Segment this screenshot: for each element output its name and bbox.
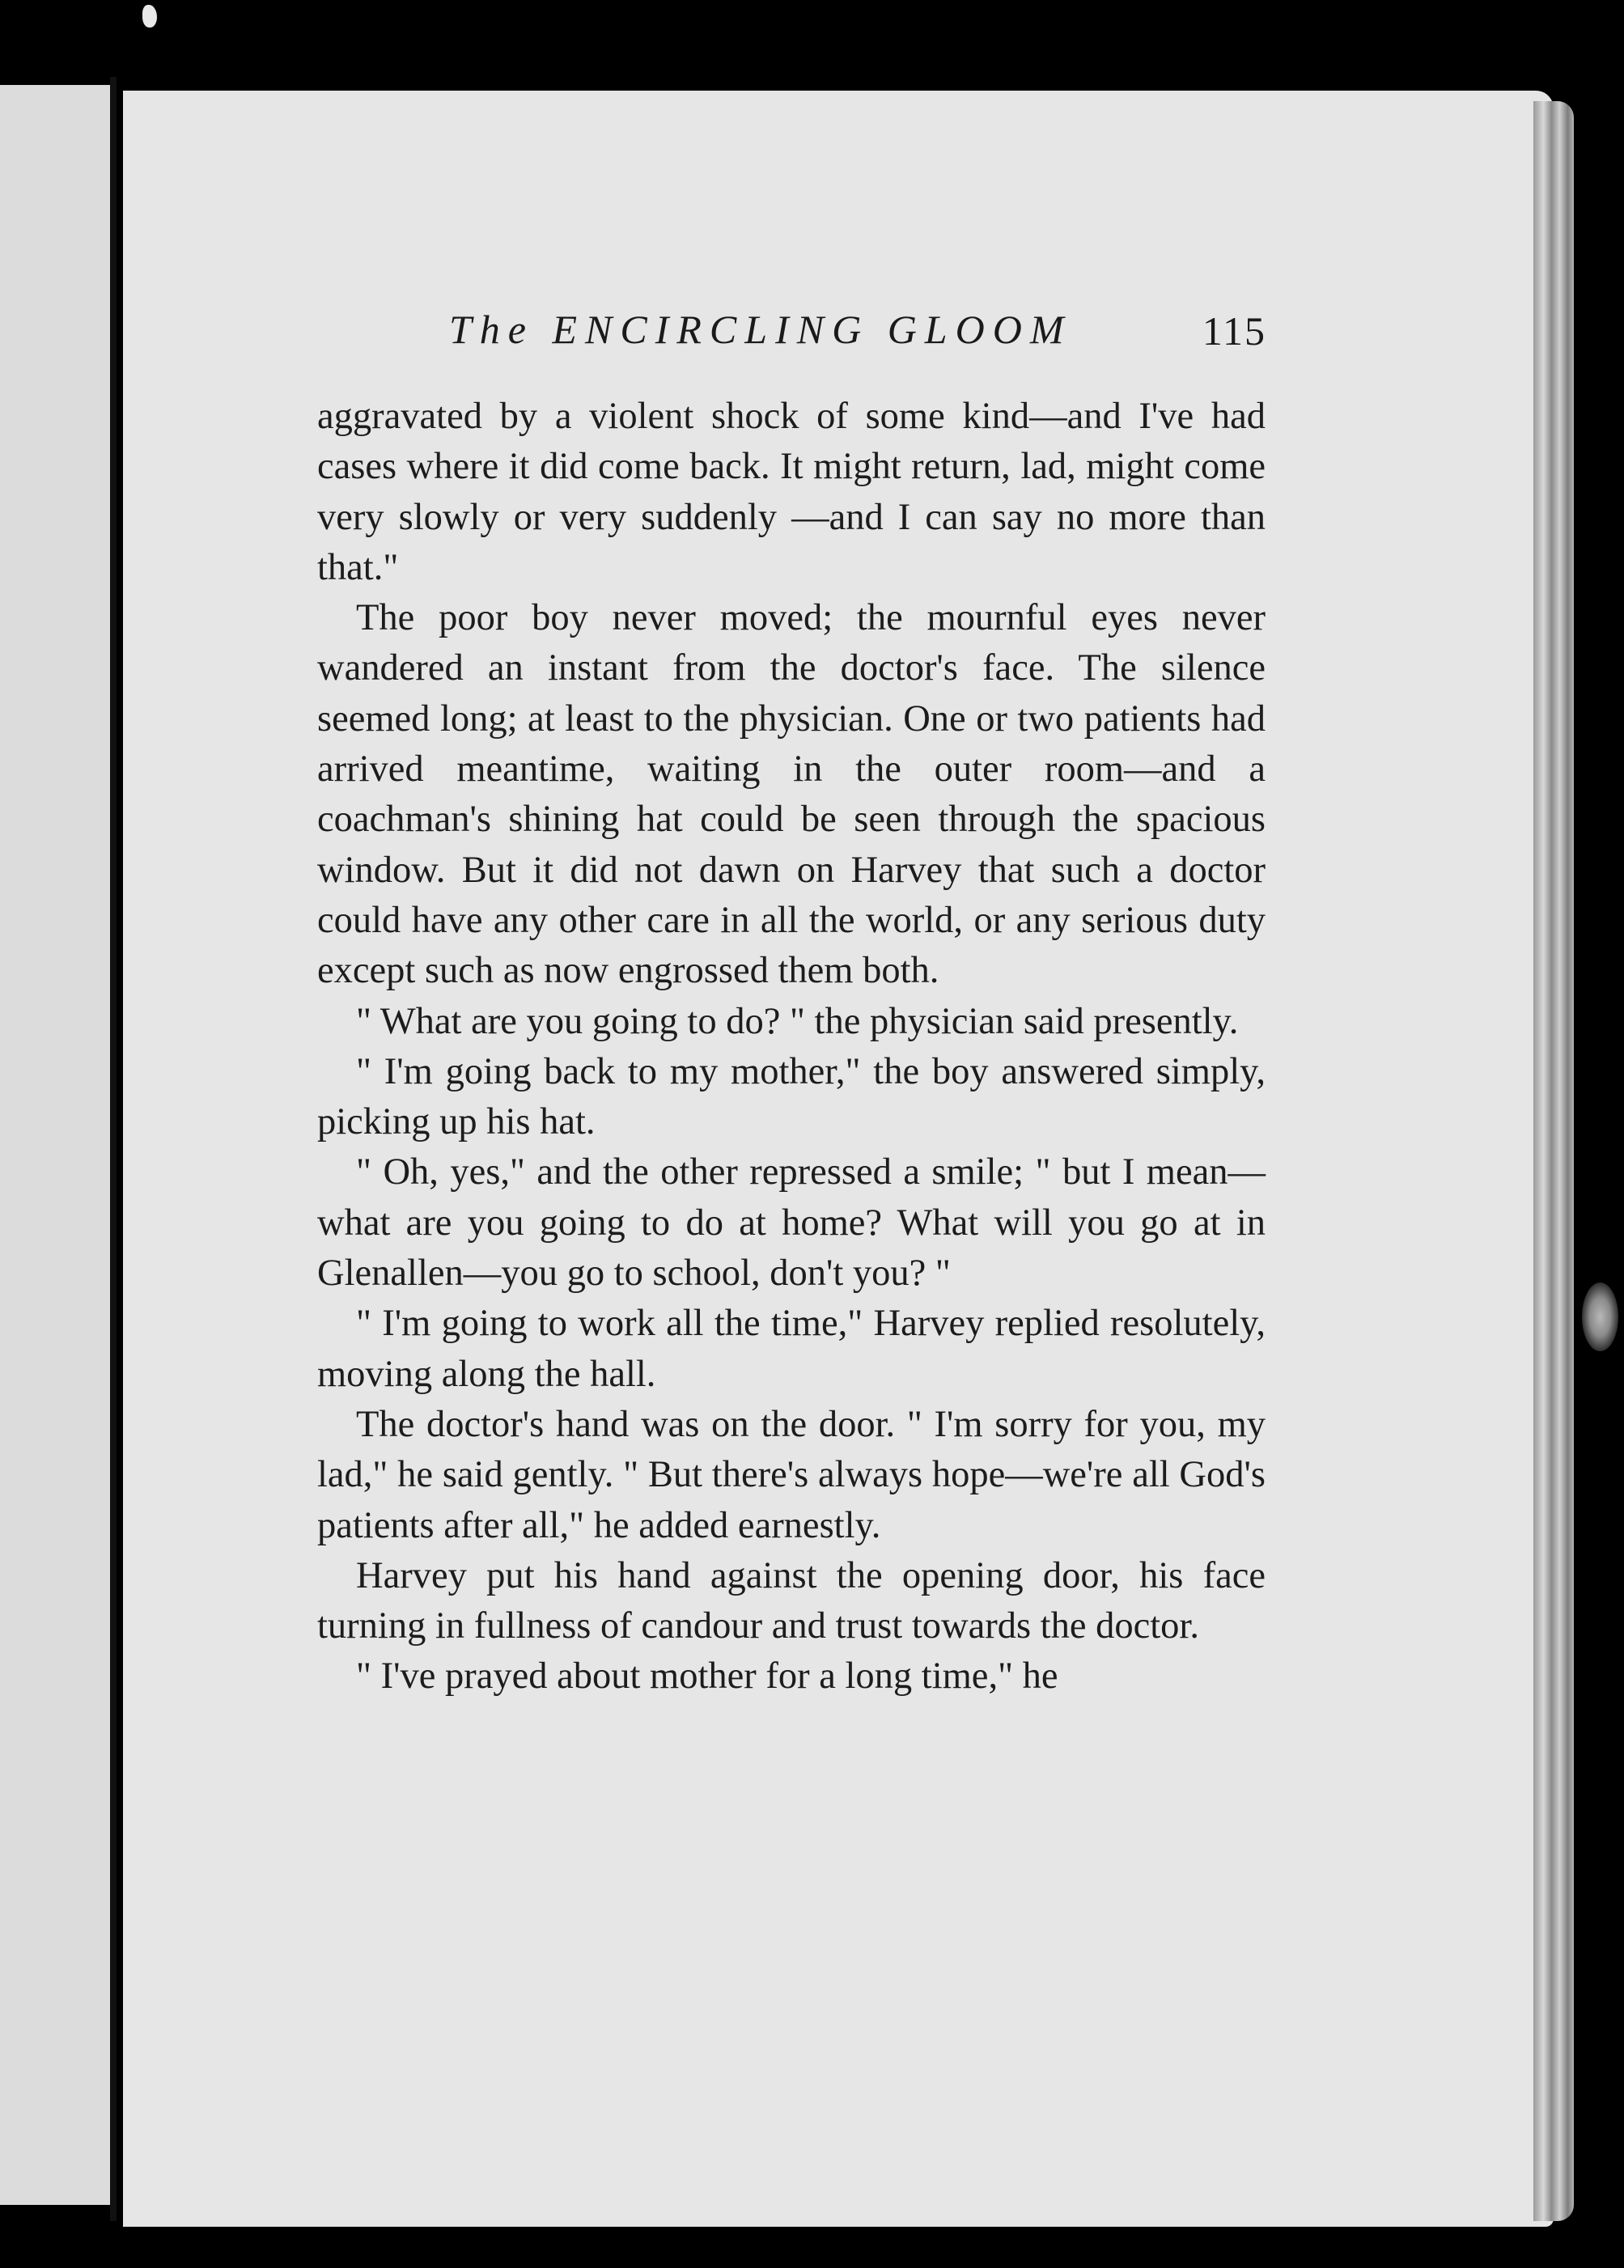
- left-page-edge: [0, 85, 113, 2205]
- paragraph: " I've prayed about mother for a long time," he: [356, 1655, 1058, 1698]
- body-text: [317, 392, 1266, 1702]
- paragraph: The doctor's hand was on the door. " I'm sorry for you, my lad," he said gently. " But there's always hope—we're all God's patients after all," he added earnestly.: [317, 1403, 1266, 1546]
- paragraph: Harvey put his hand against the opening door, his face turning in fullness of candour and trust towards the doctor.: [317, 1554, 1266, 1647]
- paragraph: " I'm going back to my mother," the boy answered simply, picking up his hat.: [317, 1050, 1266, 1143]
- book-gutter: [110, 77, 117, 2221]
- page-number: 115: [1202, 308, 1266, 354]
- paragraph: " I'm going to work all the time," Harvey replied resolutely, moving along the hall.: [317, 1303, 1266, 1395]
- paragraph: aggravated by a violent shock of some kind—and I've had cases where it did come back. It might return, lad, might come very slowly or very suddenly —and I can say no more than that.": [317, 396, 1266, 588]
- paragraph: " What are you going to do? " the physician said presently.: [356, 1000, 1239, 1042]
- running-header: [449, 306, 1266, 371]
- page-stack-edge: [1533, 101, 1574, 2221]
- scan-mark: [142, 5, 157, 28]
- paragraph: " Oh, yes," and the other repressed a smile; " but I mean—what are you going to do at home? What will you go at in Glenallen—you go to school, don't you? ": [317, 1151, 1266, 1295]
- running-title: The ENCIRCLING GLOOM: [449, 307, 1072, 352]
- paragraph: The poor boy never moved; the mournful eyes never wandered an instant from the doctor's face. The silence seemed long; at least to the physician. One or two patients had arrived meantime, waiting in the outer room—and a coachman's shining hat could be seen through the spacious window. But it did not dawn on Harvey that such a doctor could have any other care in all the world, or any serious duty except such as now engrossed them both.: [317, 597, 1266, 992]
- scan-blemish: [1582, 1282, 1618, 1351]
